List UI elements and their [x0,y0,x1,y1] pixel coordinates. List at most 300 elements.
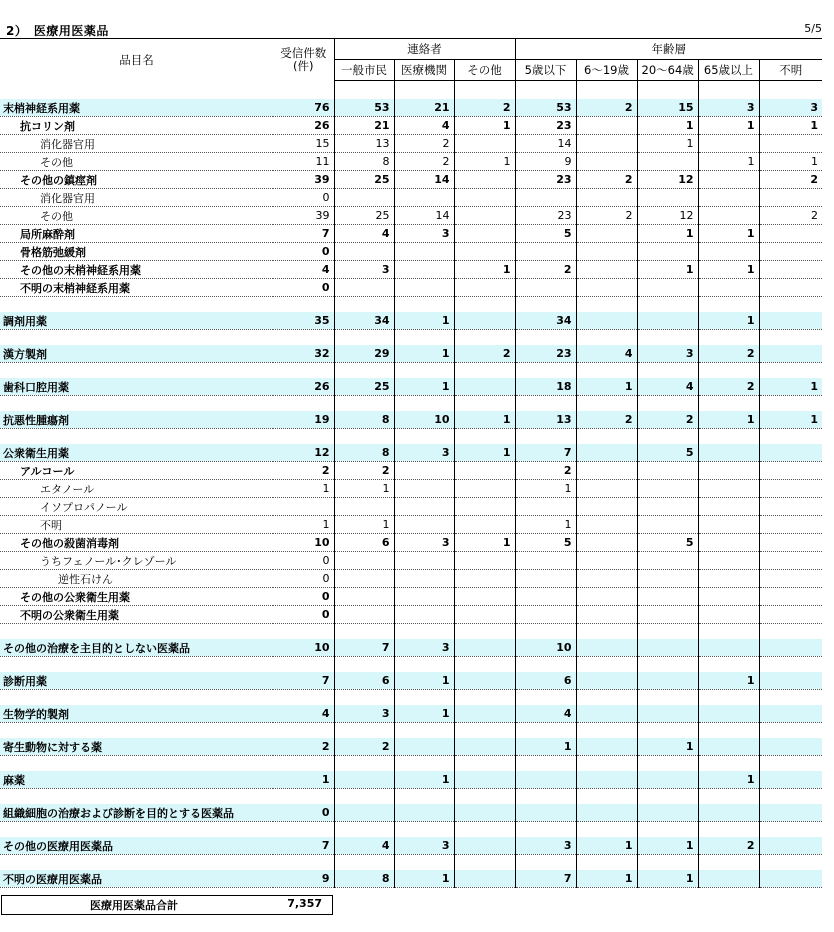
table-row [0,837,822,855]
spacer-cell [454,822,515,838]
row-value-cell: 1 [273,480,334,498]
row-value-cell [394,189,454,207]
table-row [0,117,822,135]
row-value-cell: 3 [759,99,822,117]
table-row [0,552,822,570]
spacer-cell [273,756,334,772]
spacer-cell [334,657,394,673]
grand-total-box [1,895,333,915]
row-value-cell: 21 [394,99,454,117]
spacer-cell [334,756,394,772]
table-row [0,411,822,429]
row-value-cell: 4 [394,117,454,135]
row-value-cell: 2 [576,99,637,117]
table-row [0,444,822,462]
table-row [0,171,822,189]
row-value-cell [454,312,515,330]
row-value-cell [576,639,637,657]
row-value-cell: 2 [576,171,637,189]
row-value-cell [454,606,515,624]
spacer-cell [454,657,515,673]
row-value-cell: 23 [515,117,576,135]
spacer-cell [334,330,394,346]
table-row [0,606,822,624]
spacer-cell [454,855,515,871]
row-value-cell: 76 [273,99,334,117]
row-value-cell: 1 [698,261,759,279]
row-value-cell [698,534,759,552]
spacer-cell [637,756,698,772]
spacer-cell [637,822,698,838]
row-value-cell [576,516,637,534]
spacer-cell [637,789,698,805]
spacer-cell [273,789,334,805]
row-item-name: アルコール [0,462,273,480]
spacer-cell [394,429,454,445]
row-value-cell [334,804,394,822]
row-item-name: エタノール [0,480,273,498]
row-item-name: 不明の末梢神経系用薬 [0,279,273,297]
table-row [0,738,822,756]
row-value-cell [637,480,698,498]
row-value-cell: 0 [273,552,334,570]
row-value-cell [637,312,698,330]
spacer-cell [576,723,637,739]
row-value-cell [637,705,698,723]
spacer-cell [576,657,637,673]
row-value-cell: 1 [698,672,759,690]
spacer-cell [698,657,759,673]
spacer-row [0,723,822,739]
row-value-cell [334,552,394,570]
received-count-label: 受信件数 [280,45,327,60]
spacer-cell [334,789,394,805]
row-value-cell [576,588,637,606]
column-header-age-under-5: 5歳以下 [515,60,576,81]
row-item-name: 抗悪性腫瘍剤 [0,411,273,429]
row-value-cell [334,498,394,516]
spacer-cell [637,297,698,313]
spacer-cell [334,855,394,871]
row-value-cell [454,462,515,480]
spacer-cell [576,756,637,772]
row-value-cell: 23 [515,171,576,189]
row-value-cell: 2 [637,411,698,429]
row-value-cell: 4 [334,225,394,243]
row-value-cell [334,279,394,297]
row-value-cell: 1 [637,738,698,756]
row-value-cell [698,606,759,624]
row-value-cell: 10 [394,411,454,429]
spacer-cell [273,330,334,346]
row-item-name: 診断用薬 [0,672,273,690]
row-item-name: 歯科口腔用薬 [0,378,273,396]
row-item-name: 不明の医療用医薬品 [0,870,273,888]
row-value-cell [637,552,698,570]
column-header-contact-other: その他 [454,60,515,81]
row-value-cell [515,606,576,624]
row-value-cell: 1 [576,837,637,855]
row-value-cell [637,606,698,624]
spacer-cell [515,855,576,871]
row-value-cell: 13 [515,411,576,429]
row-value-cell [576,279,637,297]
spacer-cell [698,756,759,772]
row-value-cell [515,189,576,207]
row-value-cell: 7 [273,672,334,690]
column-header-medical-institution: 医療機関 [394,60,454,81]
row-value-cell [698,588,759,606]
received-count-unit: (件) [293,58,314,73]
row-item-name: うちフェノール･クレゾール [0,552,273,570]
row-value-cell [698,462,759,480]
row-value-cell [394,243,454,261]
row-value-cell: 0 [273,243,334,261]
spacer-cell [0,81,273,100]
spacer-cell [759,822,822,838]
row-item-name: 局所麻酔剤 [0,225,273,243]
row-item-name: その他の末梢神経系用薬 [0,261,273,279]
row-item-name: その他 [0,207,273,225]
spacer-row [0,822,822,838]
row-value-cell: 23 [515,207,576,225]
row-value-cell [454,378,515,396]
row-value-cell [698,552,759,570]
column-header-age-65-plus: 65歳以上 [698,60,759,81]
row-value-cell [394,516,454,534]
column-group-contact: 連絡者 [334,39,515,60]
spacer-cell [454,396,515,412]
row-value-cell [334,243,394,261]
row-value-cell: 10 [515,639,576,657]
row-value-cell: 10 [273,639,334,657]
row-value-cell [394,552,454,570]
row-value-cell: 1 [637,225,698,243]
row-value-cell: 1 [759,411,822,429]
grand-total-label: 医療用医薬品合計 [90,899,178,912]
row-value-cell [454,243,515,261]
row-value-cell: 0 [273,804,334,822]
row-value-cell [394,498,454,516]
row-value-cell: 1 [454,411,515,429]
row-value-cell [637,516,698,534]
table-row [0,705,822,723]
row-value-cell: 8 [334,444,394,462]
grand-total-value: 7,357 [287,897,322,910]
table-row [0,225,822,243]
spacer-cell [454,624,515,640]
row-item-name: その他 [0,153,273,171]
row-item-name: 麻薬 [0,771,273,789]
spacer-cell [698,624,759,640]
row-value-cell [759,516,822,534]
row-value-cell: 1 [515,480,576,498]
row-value-cell [454,837,515,855]
row-value-cell: 7 [273,837,334,855]
row-item-name: その他の医療用医薬品 [0,837,273,855]
row-value-cell: 1 [698,312,759,330]
row-value-cell: 1 [454,117,515,135]
row-value-cell: 19 [273,411,334,429]
row-value-cell [454,135,515,153]
table-row [0,534,822,552]
row-value-cell: 7 [273,225,334,243]
row-value-cell: 34 [515,312,576,330]
spacer-cell [0,624,273,640]
row-value-cell: 7 [515,870,576,888]
spacer-cell [0,723,273,739]
table-row [0,498,822,516]
row-value-cell: 1 [454,153,515,171]
row-value-cell: 0 [273,588,334,606]
row-value-cell: 1 [698,117,759,135]
spacer-cell [515,297,576,313]
row-item-name: イソプロパノール [0,498,273,516]
row-value-cell: 2 [334,738,394,756]
row-item-name: 不明 [0,516,273,534]
row-value-cell [759,552,822,570]
row-value-cell: 9 [515,153,576,171]
spacer-cell [394,723,454,739]
row-value-cell: 2 [515,462,576,480]
row-value-cell: 8 [334,411,394,429]
spacer-cell [0,822,273,838]
row-value-cell [637,672,698,690]
medical-drug-table [0,38,822,888]
row-value-cell: 8 [334,153,394,171]
spacer-cell [637,330,698,346]
row-value-cell [759,189,822,207]
row-value-cell [637,639,698,657]
spacer-cell [759,429,822,445]
column-header-item-name: 品目名 [0,39,273,81]
row-value-cell: 1 [454,534,515,552]
spacer-cell [515,330,576,346]
spacer-cell [454,81,515,100]
row-value-cell: 25 [334,207,394,225]
row-value-cell [637,498,698,516]
column-header-age-unknown: 不明 [759,60,822,81]
row-value-cell [759,312,822,330]
table-row [0,378,822,396]
row-item-name: その他の公衆衛生用薬 [0,588,273,606]
spacer-cell [637,624,698,640]
row-value-cell [759,870,822,888]
row-value-cell [394,261,454,279]
row-value-cell: 1 [394,672,454,690]
row-value-cell [576,738,637,756]
row-value-cell [637,588,698,606]
row-value-cell [637,153,698,171]
spacer-row [0,363,822,379]
spacer-cell [334,81,394,100]
row-value-cell: 35 [273,312,334,330]
spacer-cell [394,330,454,346]
row-value-cell [759,480,822,498]
spacer-cell [334,624,394,640]
row-value-cell [698,639,759,657]
row-value-cell: 4 [273,261,334,279]
spacer-cell [0,855,273,871]
row-value-cell: 8 [334,870,394,888]
spacer-cell [759,363,822,379]
table-row [0,804,822,822]
row-value-cell [576,606,637,624]
spacer-cell [698,822,759,838]
row-value-cell: 1 [759,153,822,171]
row-item-name: その他の殺菌消毒剤 [0,534,273,552]
row-value-cell [576,552,637,570]
row-item-name: 公衆衛生用薬 [0,444,273,462]
row-value-cell: 2 [698,345,759,363]
spacer-cell [273,822,334,838]
spacer-cell [0,297,273,313]
spacer-cell [698,429,759,445]
row-item-name: 逆性石けん [0,570,273,588]
spacer-cell [334,297,394,313]
row-value-cell: 3 [334,261,394,279]
spacer-cell [334,363,394,379]
row-value-cell: 39 [273,207,334,225]
row-value-cell [698,207,759,225]
table-row [0,570,822,588]
spacer-cell [759,657,822,673]
row-value-cell [576,312,637,330]
column-header-age-20-64: 20～64歳 [637,60,698,81]
row-value-cell [576,498,637,516]
row-value-cell: 2 [698,837,759,855]
spacer-cell [0,756,273,772]
row-value-cell: 2 [759,207,822,225]
spacer-cell [759,855,822,871]
row-value-cell [698,189,759,207]
spacer-cell [454,789,515,805]
row-value-cell [454,498,515,516]
row-item-name: 不明の公衆衛生用薬 [0,606,273,624]
row-value-cell: 2 [515,261,576,279]
spacer-cell [759,330,822,346]
row-value-cell: 25 [334,171,394,189]
row-value-cell: 3 [698,99,759,117]
spacer-cell [273,855,334,871]
spacer-cell [637,690,698,706]
row-value-cell: 25 [334,378,394,396]
row-value-cell: 39 [273,171,334,189]
row-value-cell: 1 [637,870,698,888]
spacer-cell [759,297,822,313]
spacer-cell [394,855,454,871]
row-value-cell [698,171,759,189]
row-value-cell: 3 [394,837,454,855]
row-value-cell [454,570,515,588]
spacer-cell [698,789,759,805]
row-value-cell: 1 [394,312,454,330]
row-value-cell: 4 [273,705,334,723]
row-value-cell [454,738,515,756]
row-value-cell [454,516,515,534]
row-value-cell [394,804,454,822]
spacer-cell [273,723,334,739]
table-row [0,462,822,480]
spacer-cell [334,690,394,706]
row-value-cell [698,135,759,153]
row-value-cell [515,570,576,588]
table-row [0,99,822,117]
row-value-cell [334,570,394,588]
row-value-cell [576,225,637,243]
spacer-cell [576,81,637,100]
spacer-cell [576,855,637,871]
column-header-received-count [273,39,334,81]
spacer-cell [394,690,454,706]
spacer-cell [515,429,576,445]
spacer-cell [0,789,273,805]
spacer-cell [273,657,334,673]
table-row [0,639,822,657]
row-value-cell: 2 [394,153,454,171]
spacer-cell [759,723,822,739]
row-value-cell [759,672,822,690]
row-value-cell: 6 [515,672,576,690]
spacer-row [0,657,822,673]
spacer-cell [273,624,334,640]
row-value-cell [759,570,822,588]
row-value-cell: 2 [273,738,334,756]
spacer-row [0,855,822,871]
spacer-cell [637,363,698,379]
row-value-cell [394,570,454,588]
spacer-cell [0,657,273,673]
table-row [0,261,822,279]
spacer-cell [637,657,698,673]
spacer-cell [394,297,454,313]
row-value-cell [576,135,637,153]
row-value-cell: 2 [698,378,759,396]
row-item-name: 骨格筋弛緩剤 [0,243,273,261]
spacer-cell [698,297,759,313]
spacer-cell [0,690,273,706]
row-value-cell [454,171,515,189]
row-value-cell [576,189,637,207]
row-value-cell [576,117,637,135]
spacer-cell [698,723,759,739]
row-value-cell [698,738,759,756]
row-value-cell: 1 [394,378,454,396]
row-value-cell [515,771,576,789]
spacer-cell [576,822,637,838]
row-value-cell: 1 [394,870,454,888]
row-item-name: 漢方製剤 [0,345,273,363]
spacer-cell [515,756,576,772]
spacer-row [0,330,822,346]
row-value-cell: 0 [273,570,334,588]
spacer-cell [576,690,637,706]
row-value-cell: 26 [273,117,334,135]
row-value-cell: 1 [394,705,454,723]
spacer-cell [273,690,334,706]
table-row [0,588,822,606]
spacer-cell [454,297,515,313]
row-item-name: 末梢神経系用薬 [0,99,273,117]
row-value-cell [698,243,759,261]
row-value-cell [759,705,822,723]
row-value-cell [576,804,637,822]
row-value-cell: 3 [515,837,576,855]
row-value-cell [759,279,822,297]
row-value-cell [576,771,637,789]
row-value-cell [759,639,822,657]
row-value-cell [576,243,637,261]
